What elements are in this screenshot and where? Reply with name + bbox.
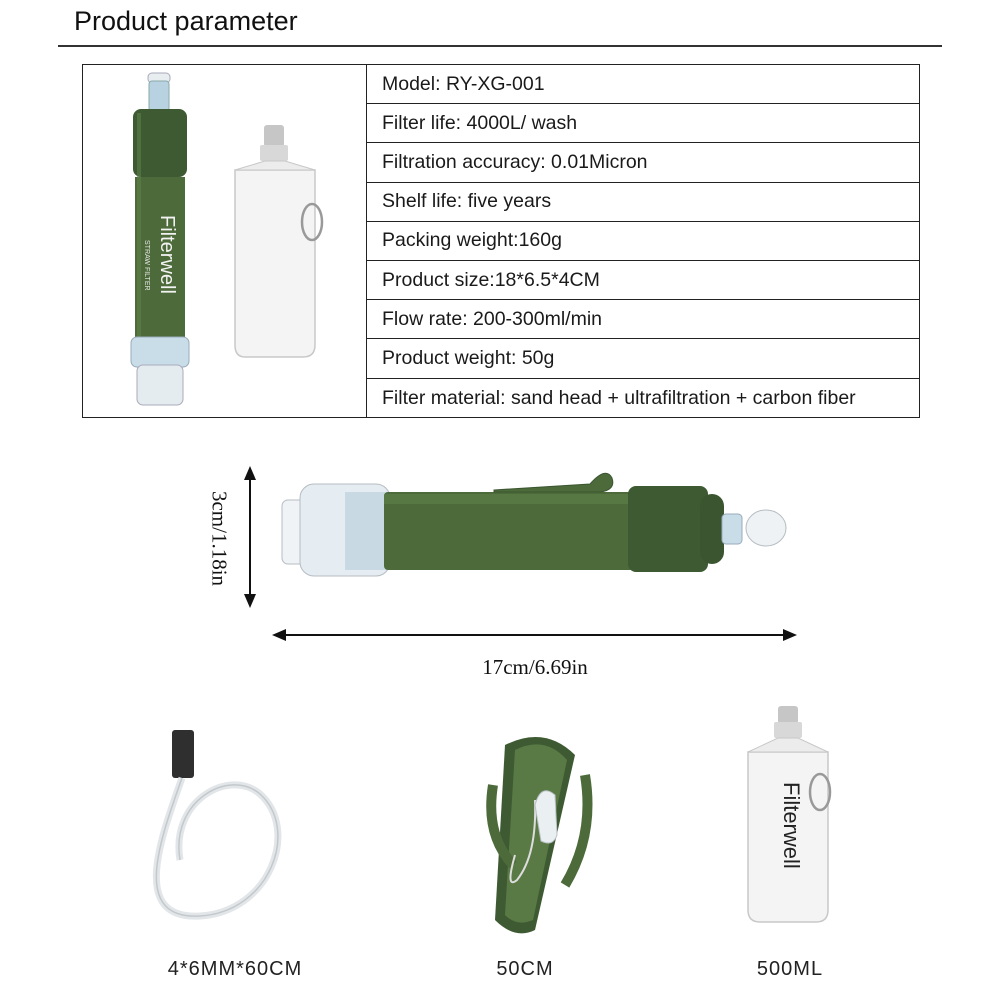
- param-filtration-accuracy: Filtration accuracy: 0.01Micron: [367, 143, 919, 182]
- param-filter-material: Filter material: sand head + ultrafiltration + carbon fiber: [382, 386, 856, 409]
- param-model: Model: RY-XG-001: [367, 65, 919, 104]
- page-title: Product parameter: [74, 6, 298, 36]
- param-product-size: Product size:18*6.5*4CM: [367, 261, 919, 300]
- filter-straw-image: [83, 65, 367, 419]
- param-flow-rate: Flow rate: 200-300ml/min: [367, 300, 919, 339]
- filter-horizontal-image: [0, 440, 1001, 680]
- parameter-rows: [367, 65, 919, 417]
- strap-caption: 50CM: [496, 958, 554, 980]
- param-product-weight: Product weight: 50g: [367, 339, 919, 378]
- param-shelf-life: Shelf life: five years: [367, 183, 919, 222]
- tube-image: [140, 720, 340, 940]
- title-divider: [58, 45, 942, 47]
- tube-caption: 4*6MM*60CM: [167, 958, 303, 980]
- strap-image: [475, 725, 615, 945]
- length-dimension-label: 17cm/6.69in: [482, 655, 588, 679]
- param-packing-weight: Packing weight:160g: [367, 222, 919, 261]
- height-dimension-label: 3cm/1.18in: [207, 490, 232, 587]
- bag-image: [738, 700, 858, 940]
- bag-brand-label: Filterwell: [779, 782, 804, 869]
- bag-caption: 500ML: [756, 958, 824, 980]
- param-filter-life: Filter life: 4000L/ wash: [367, 104, 919, 143]
- parameter-table: [82, 64, 920, 418]
- product-image-cell: [83, 65, 367, 417]
- filter-brand-label: Filterwell: [156, 215, 178, 294]
- filter-side-label: STRAW FILTER: [143, 240, 150, 291]
